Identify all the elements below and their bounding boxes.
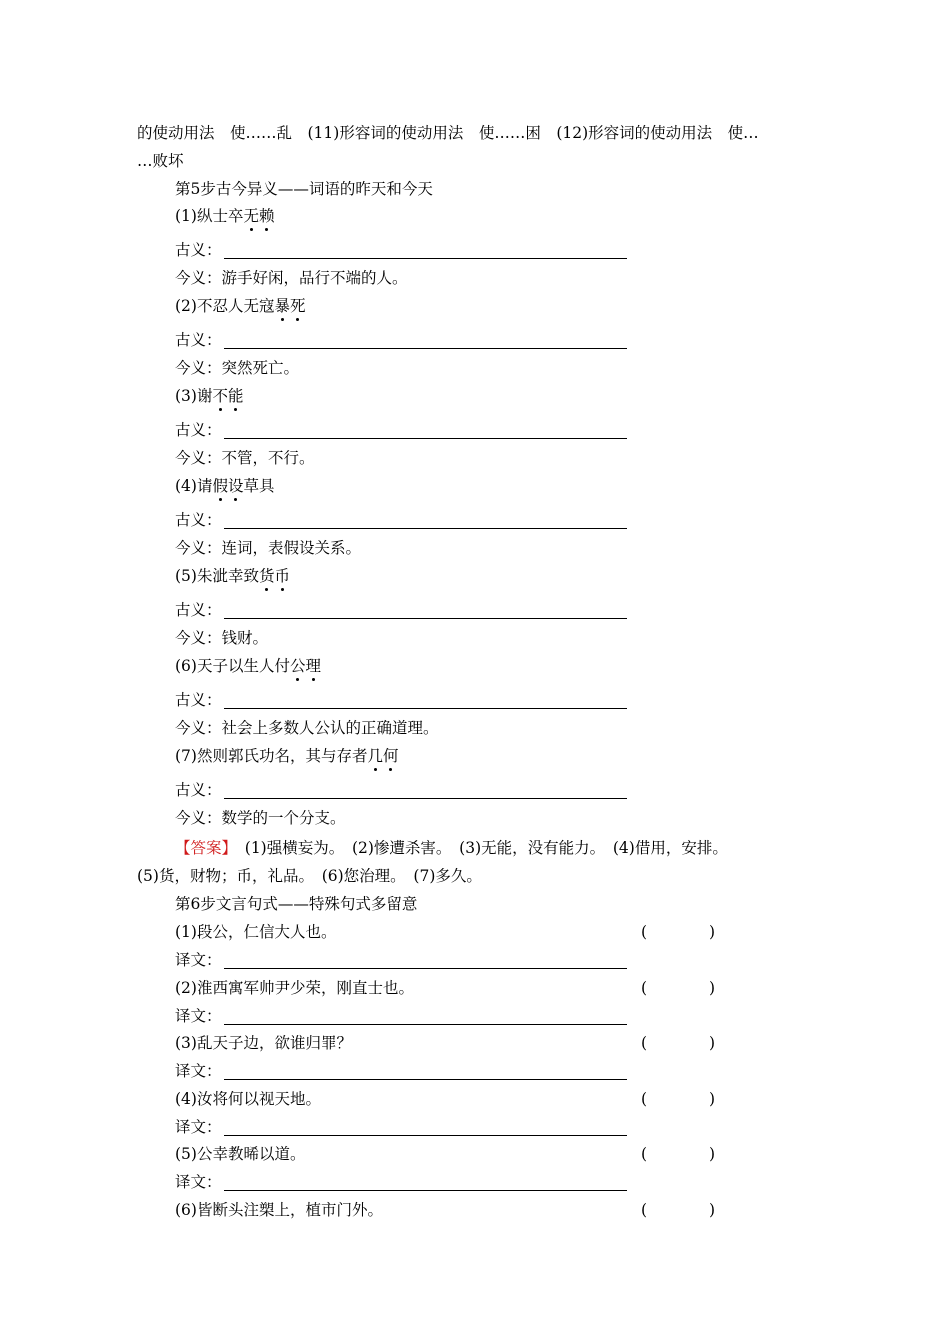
translation-blank[interactable] — [224, 1024, 627, 1025]
gu-label: 古义： — [175, 691, 222, 709]
gu-label: 古义： — [175, 241, 222, 259]
jin-meaning: 突然死亡。 — [221, 359, 300, 377]
gu-label: 古义： — [175, 331, 222, 349]
continuation-line-2: …败坏 — [137, 152, 184, 170]
answer-line-2: (5)货，财物；币，礼品。 (6)您治理。 (7)多久。 — [137, 867, 482, 885]
question-text: 然则郭氏功名，其与存者 — [196, 747, 368, 765]
question-number: (7) — [175, 747, 197, 765]
jin-meaning: 钱财。 — [221, 629, 269, 647]
jin-label: 今义： — [175, 359, 222, 377]
dotted-char: 暴 — [274, 297, 290, 315]
yi-label: 译文： — [175, 1062, 222, 1080]
jin-meaning: 数学的一个分支。 — [221, 809, 346, 827]
question-number: (5) — [175, 567, 197, 585]
jin-label: 今义： — [175, 269, 222, 287]
gu-label: 古义： — [175, 511, 222, 529]
answer-text-1: (1)强横妄为。 (2)惨遭杀害。 (3)无能，没有能力。 (4)借用，安排。 — [229, 839, 728, 857]
translation-blank[interactable] — [224, 1190, 627, 1191]
jin-label: 今义： — [175, 539, 222, 557]
question-text: 朱泚幸致 — [196, 567, 259, 585]
jin-line — [175, 628, 268, 648]
gu-answer-blank[interactable] — [224, 618, 627, 619]
step6-title: 第6步文言句式——特殊句式多留意 — [175, 895, 418, 913]
answer-parentheses[interactable]: ( ) — [641, 979, 716, 997]
step6-sentence: (3)乱天子边，欲谁归罪？ — [175, 1034, 352, 1052]
answer-parentheses[interactable]: ( ) — [641, 1034, 716, 1052]
continuation-line-1: 的使动用法 使……乱 (11)形容词的使动用法 使……困 (12)形容词的使动用法 使… — [137, 124, 759, 142]
step5-question — [175, 656, 321, 676]
dotted-char: 币 — [274, 567, 291, 585]
jin-meaning: 不管，不行。 — [221, 449, 315, 467]
yi-label: 译文： — [175, 1173, 222, 1191]
step6-sentence: (1)段公，仁信大人也。 — [175, 923, 337, 941]
question-text: 不忍人无寇 — [196, 297, 275, 315]
question-number: (3) — [175, 387, 197, 405]
jin-meaning: 社会上多数人公认的正确道理。 — [221, 719, 439, 737]
answer-tag: 【答案】 — [175, 839, 230, 857]
gu-answer-blank[interactable] — [224, 348, 627, 349]
question-text: 请 — [196, 477, 213, 495]
jin-label: 今义： — [175, 629, 222, 647]
question-text-after: 草具 — [243, 477, 275, 495]
question-number: (2) — [175, 297, 197, 315]
dotted-char: 设 — [228, 477, 244, 495]
gu-label: 古义： — [175, 601, 222, 619]
dotted-word — [259, 567, 290, 585]
dotted-char: 几 — [367, 747, 383, 765]
step5-question — [175, 386, 244, 406]
step5-question — [175, 746, 399, 766]
gu-label: 古义： — [175, 421, 222, 439]
answer-parentheses[interactable]: ( ) — [641, 1145, 716, 1163]
dotted-char: 公 — [289, 657, 306, 675]
question-text: 天子以生人付 — [196, 657, 290, 675]
dotted-word — [367, 747, 398, 765]
dotted-word — [274, 297, 305, 315]
gu-answer-blank[interactable] — [224, 258, 627, 259]
dotted-char: 能 — [228, 387, 244, 405]
gu-answer-blank[interactable] — [224, 798, 627, 799]
dotted-char: 假 — [212, 477, 228, 495]
question-text: 谢 — [196, 387, 213, 405]
step6-sentence: (4)汝将何以视天地。 — [175, 1090, 321, 1108]
jin-label: 今义： — [175, 719, 222, 737]
translation-blank[interactable] — [224, 968, 627, 969]
dotted-char: 赖 — [259, 207, 275, 225]
gu-answer-blank[interactable] — [224, 528, 627, 529]
jin-line — [175, 538, 361, 558]
dotted-word — [212, 387, 243, 405]
dotted-char: 理 — [305, 657, 322, 675]
dotted-char: 死 — [290, 297, 306, 315]
step5-question — [175, 566, 290, 586]
jin-line — [175, 358, 299, 378]
jin-meaning: 游手好闲，品行不端的人。 — [221, 269, 408, 287]
dotted-word — [243, 207, 274, 225]
gu-answer-blank[interactable] — [224, 438, 627, 439]
answer-line-1 — [175, 838, 728, 858]
dotted-word — [290, 657, 321, 675]
answer-parentheses[interactable]: ( ) — [641, 923, 716, 941]
yi-label: 译文： — [175, 1118, 222, 1136]
step6-sentence: (6)皆断头注槊上，植市门外。 — [175, 1201, 383, 1219]
step5-question — [175, 206, 275, 226]
dotted-char: 何 — [383, 747, 399, 765]
step5-question — [175, 296, 306, 316]
translation-blank[interactable] — [224, 1135, 627, 1136]
gu-answer-blank[interactable] — [224, 708, 627, 709]
jin-line — [175, 268, 408, 288]
jin-line — [175, 808, 346, 828]
translation-blank[interactable] — [224, 1079, 627, 1080]
answer-parentheses[interactable]: ( ) — [641, 1201, 716, 1219]
question-number: (1) — [175, 207, 197, 225]
jin-line — [175, 718, 439, 738]
yi-label: 译文： — [175, 1007, 222, 1025]
answer-parentheses[interactable]: ( ) — [641, 1090, 716, 1108]
step5-question — [175, 476, 275, 496]
jin-label: 今义： — [175, 809, 222, 827]
question-number: (6) — [175, 657, 197, 675]
jin-label: 今义： — [175, 449, 222, 467]
step6-sentence: (5)公幸教晞以道。 — [175, 1145, 306, 1163]
question-text: 纵士卒 — [196, 207, 244, 225]
dotted-char: 不 — [212, 387, 228, 405]
jin-line — [175, 448, 315, 468]
dotted-char: 货 — [258, 567, 275, 585]
jin-meaning: 连词，表假设关系。 — [221, 539, 362, 557]
yi-label: 译文： — [175, 951, 222, 969]
step6-sentence: (2)淮西寓军帅尹少荣，刚直士也。 — [175, 979, 414, 997]
step5-title: 第5步古今异义——词语的昨天和今天 — [175, 180, 433, 198]
dotted-char: 无 — [243, 207, 259, 225]
gu-label: 古义： — [175, 781, 222, 799]
question-number: (4) — [175, 477, 197, 495]
dotted-word — [212, 477, 243, 495]
